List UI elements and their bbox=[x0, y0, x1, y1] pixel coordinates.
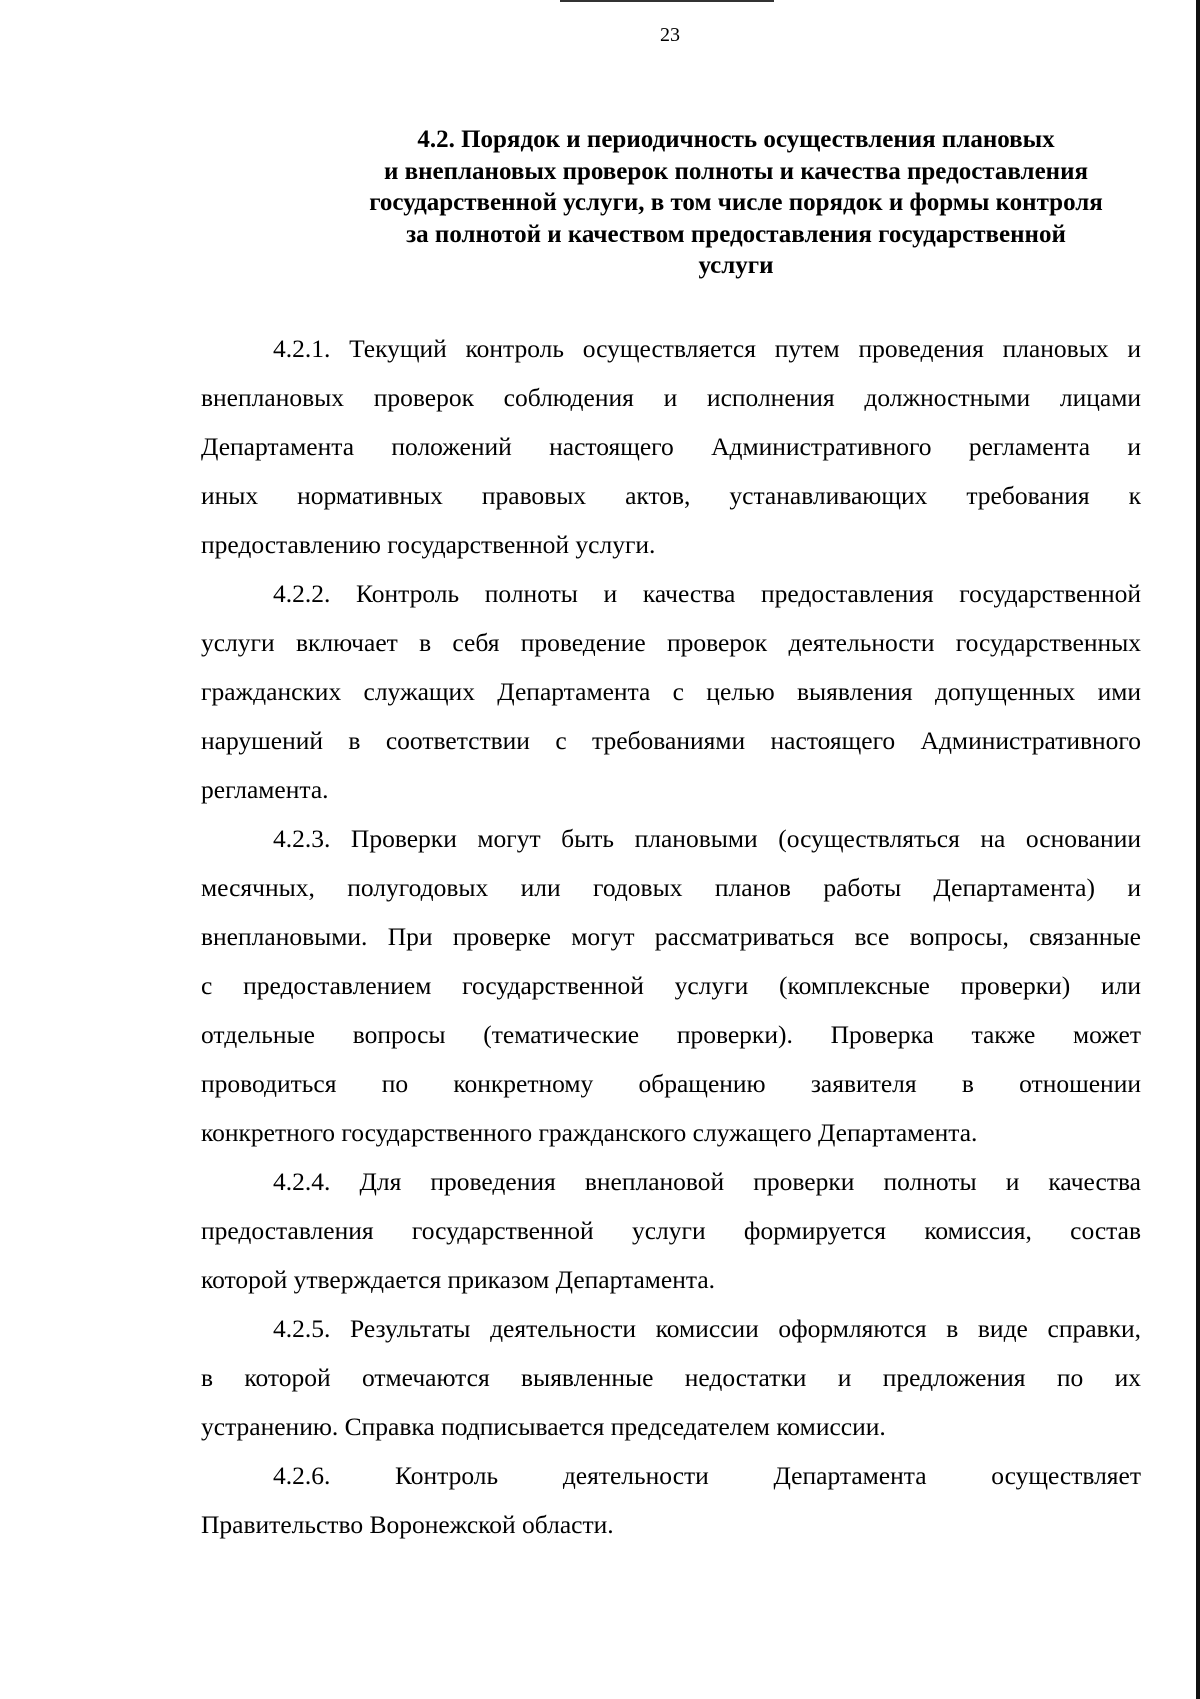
page-number: 23 bbox=[660, 24, 680, 46]
text-line: месячных, полугодовых или годовых планов работы Департамента) и bbox=[201, 873, 1141, 902]
text-line: регламента. bbox=[201, 775, 329, 804]
text-line: 4.2.2. Контроль полноты и качества предоставления государственной bbox=[273, 579, 1141, 608]
text-line: иных нормативных правовых актов, устанавливающих требования к bbox=[201, 481, 1141, 510]
text-line: отдельные вопросы (тематические проверки). Проверка также может bbox=[201, 1020, 1141, 1049]
paragraph-4-2-1 bbox=[201, 324, 1141, 569]
paragraph-4-2-5 bbox=[201, 1304, 1141, 1451]
text-line: услуги включает в себя проведение проверок деятельности государственных bbox=[201, 628, 1141, 657]
section-heading bbox=[256, 124, 1200, 282]
paragraph-4-2-3 bbox=[201, 814, 1141, 1157]
text-line: 4.2.5. Результаты деятельности комиссии оформляются в виде справки, bbox=[273, 1314, 1141, 1343]
text-line: которой утверждается приказом Департамента. bbox=[201, 1265, 716, 1294]
section-heading-line: и внеплановых проверок полноты и качества предоставления bbox=[383, 157, 1089, 185]
text-line: внеплановыми. При проверке могут рассматриваться все вопросы, связанные bbox=[201, 922, 1141, 951]
text-line: внеплановых проверок соблюдения и исполнения должностными лицами bbox=[201, 383, 1141, 412]
section-heading-line: за полнотой и качеством предоставления государственной bbox=[406, 220, 1066, 248]
paragraph-4-2-4 bbox=[201, 1157, 1141, 1304]
text-line: Департамента положений настоящего Административного регламента и bbox=[201, 432, 1141, 461]
text-line: нарушений в соответствии с требованиями настоящего Административного bbox=[201, 726, 1141, 755]
section-heading-line: государственной услуги, в том числе порядок и формы контроля bbox=[369, 189, 1103, 216]
text-line: 4.2.6. Контроль деятельности Департамента осуществляет bbox=[273, 1461, 1141, 1490]
text-line: с предоставлением государственной услуги (комплексные проверки) или bbox=[201, 971, 1141, 1000]
text-line: устранению. Справка подписывается председателем комиссии. bbox=[201, 1412, 886, 1441]
paragraph-4-2-2 bbox=[201, 569, 1141, 814]
document-body bbox=[201, 324, 1141, 1549]
text-line: предоставлению государственной услуги. bbox=[201, 530, 656, 559]
text-line: гражданских служащих Департамента с целью выявления допущенных ими bbox=[201, 677, 1141, 706]
section-heading-line: услуги bbox=[698, 252, 774, 279]
text-line: 4.2.3. Проверки могут быть плановыми (осуществляться на основании bbox=[273, 824, 1141, 853]
text-line: 4.2.1. Текущий контроль осуществляется путем проведения плановых и bbox=[273, 334, 1141, 363]
text-line: предоставления государственной услуги формируется комиссия, состав bbox=[201, 1216, 1141, 1245]
text-line: 4.2.4. Для проведения внеплановой проверки полноты и качества bbox=[273, 1167, 1141, 1196]
text-line: конкретного государственного гражданского служащего Департамента. bbox=[201, 1118, 978, 1147]
paragraph-4-2-6 bbox=[201, 1451, 1141, 1549]
text-line: проводиться по конкретному обращению заявителя в отношении bbox=[201, 1069, 1141, 1098]
text-line: Правительство Воронежской области. bbox=[201, 1510, 614, 1539]
page-edge-top bbox=[560, 0, 774, 2]
section-heading-line: 4.2. Порядок и периодичность осуществления плановых bbox=[417, 126, 1055, 153]
text-line: в которой отмечаются выявленные недостатки и предложения по их bbox=[201, 1363, 1141, 1392]
